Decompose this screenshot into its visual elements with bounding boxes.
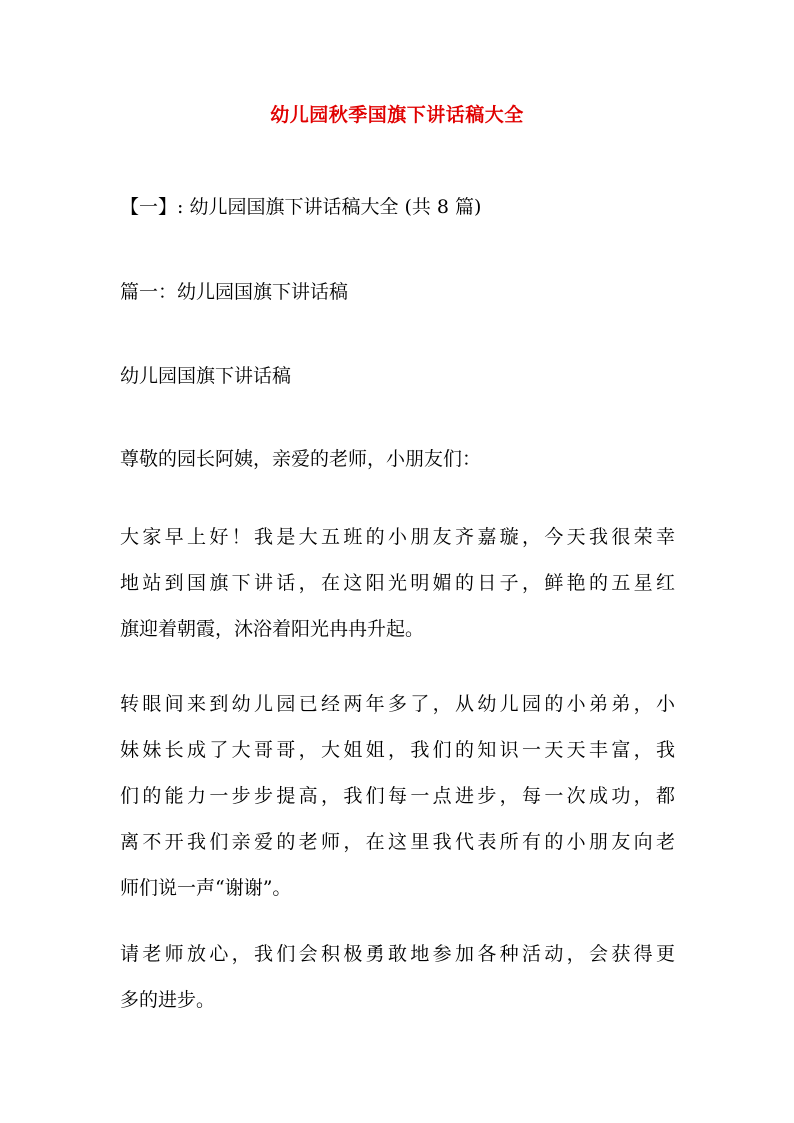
paragraph-line: 多的进步。 xyxy=(120,989,216,1011)
paragraph-line: 师们说一声“谢谢”。 xyxy=(120,877,292,899)
speech-title: 幼儿园国旗下讲话稿 xyxy=(120,365,292,387)
paragraph-line: 请老师放心，我们会积极勇敢地参加各种活动，会获得更 xyxy=(120,943,675,965)
paragraph-line: 大家早上好！我是大五班的小朋友齐嘉璇，今天我很荣幸 xyxy=(120,526,675,548)
paragraph-line: 离不开我们亲爱的老师，在这里我代表所有的小朋友向老 xyxy=(120,831,675,853)
salutation: 尊敬的园长阿姨，亲爱的老师，小朋友们： xyxy=(120,448,482,470)
paragraph-2 xyxy=(120,681,675,911)
paragraph-line: 妹妹长成了大哥哥，大姐姐，我们的知识一天天丰富，我 xyxy=(120,739,675,761)
paragraph-line: 们的能力一步步提高，我们每一点进步，每一次成功，都 xyxy=(120,785,675,807)
paragraph-3 xyxy=(120,931,675,1023)
article-heading: 篇一：幼儿园国旗下讲话稿 xyxy=(120,281,349,303)
paragraph-line: 旗迎着朝霞，沐浴着阳光冉冉升起。 xyxy=(120,618,425,640)
section-heading: 【一】: 幼儿园国旗下讲话稿大全 (共 8 篇) xyxy=(120,196,482,218)
document-title: 幼儿园秋季国旗下讲话稿大全 xyxy=(270,104,524,126)
paragraph-line: 地站到国旗下讲话，在这阳光明媚的日子，鲜艳的五星红 xyxy=(120,572,675,594)
paragraph-1 xyxy=(120,514,675,652)
paragraph-line: 转眼间来到幼儿园已经两年多了，从幼儿园的小弟弟，小 xyxy=(120,693,675,715)
